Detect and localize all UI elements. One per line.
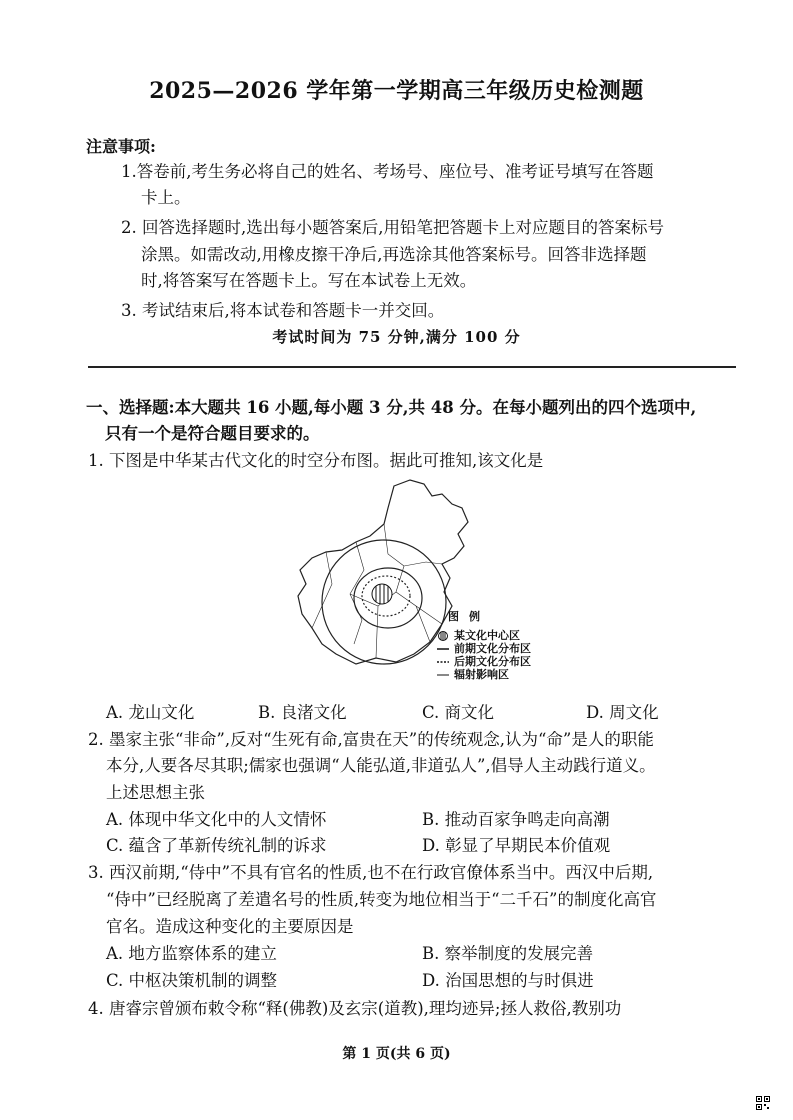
q3-option-a: A. 地方监察体系的建立 [106, 944, 277, 963]
legend-label: 前期文化分布区 [454, 642, 531, 655]
notice-heading: 注意事项: [86, 137, 156, 156]
legend-item [436, 655, 531, 668]
legend-item [436, 629, 531, 642]
legend-label: 辐射影响区 [454, 668, 509, 681]
q3-option-c: C. 中枢决策机制的调整 [106, 971, 278, 990]
qr-code-icon [756, 1096, 770, 1110]
question-1-stem: 1. 下图是中华某古代文化的时空分布图。据此可推知,该文化是 [88, 451, 544, 470]
q1-option-b: B. 良渚文化 [258, 703, 347, 722]
legend-item [436, 668, 531, 681]
q2-option-c: C. 蕴含了革新传统礼制的诉求 [106, 836, 327, 855]
center-zone-swatch-icon [436, 631, 450, 641]
page-footer: 第 1 页(共 6 页) [342, 1046, 451, 1062]
legend-label: 某文化中心区 [454, 629, 520, 642]
notice-line: 时,将答案写在答题卡上。写在本试卷上无效。 [141, 271, 477, 290]
dashed-line-swatch-icon [436, 657, 450, 667]
q1-option-d: D. 周文化 [586, 703, 659, 722]
q2-option-d: D. 彰显了早期民本价值观 [422, 836, 611, 855]
section-heading-cont: 只有一个是符合题目要求的。 [105, 424, 320, 443]
q1-option-c: C. 商文化 [422, 703, 495, 722]
question-3-stem: 官名。造成这种变化的主要原因是 [106, 917, 354, 936]
legend-title: 图例 [448, 610, 490, 623]
notice-line: 2. 回答选择题时,选出每小题答案后,用铅笔把答题卡上对应题目的答案标号 [121, 218, 664, 237]
notice-line: 涂黑。如需改动,用橡皮擦干净后,再选涂其他答案标号。回答非选择题 [141, 245, 647, 264]
question-2-stem: 2. 墨家主张“非命”,反对“生死有命,富贵在天”的传统观念,认为“命”是人的职能 [88, 730, 654, 749]
thin-line-swatch-icon [436, 670, 450, 680]
question-3-stem: “侍中”已经脱离了差遣名号的性质,转变为地位相当于“二千石”的制度化高官 [106, 890, 657, 909]
legend-item [436, 642, 531, 655]
question-2-stem: 本分,人要各尽其职;儒家也强调“人能弘道,非道弘人”,倡导人主动践行道义。 [106, 756, 656, 775]
culture-center [372, 584, 392, 604]
question-2-stem: 上述思想主张 [106, 783, 205, 802]
exam-title: 2025—2026 学年第一学期高三年级历史检测题 [149, 78, 644, 104]
legend-label: 后期文化分布区 [454, 655, 531, 668]
q1-option-a: A. 龙山文化 [106, 703, 195, 722]
q3-option-d: D. 治国思想的与时俱进 [422, 971, 594, 990]
notice-line: 1.答卷前,考生务必将自己的姓名、考场号、座位号、准考证号填写在答题 [121, 162, 654, 181]
divider-rule [88, 366, 736, 368]
notice-line: 卡上。 [141, 188, 191, 207]
question-4-stem: 4. 唐睿宗曾颁布敕令称“释(佛教)及玄宗(道教),理均迹异;拯人救俗,教别功 [88, 999, 622, 1018]
question-3-stem: 3. 西汉前期,“侍中”不具有官名的性质,也不在行政官僚体系当中。西汉中后期, [88, 863, 654, 882]
q2-option-a: A. 体现中华文化中的人文情怀 [106, 810, 327, 829]
map-legend [436, 610, 531, 681]
q2-option-b: B. 推动百家争鸣走向高潮 [422, 810, 610, 829]
section-heading: 一、选择题:本大题共 16 小题,每小题 3 分,共 48 分。在每小题列出的四个选项中, [86, 398, 697, 417]
notice-line: 3. 考试结束后,将本试卷和答题卡一并交回。 [121, 301, 445, 320]
solid-line-swatch-icon [436, 644, 450, 654]
exam-time-note: 考试时间为 75 分钟,满分 100 分 [272, 328, 521, 346]
q3-option-b: B. 察举制度的发展完善 [422, 944, 594, 963]
